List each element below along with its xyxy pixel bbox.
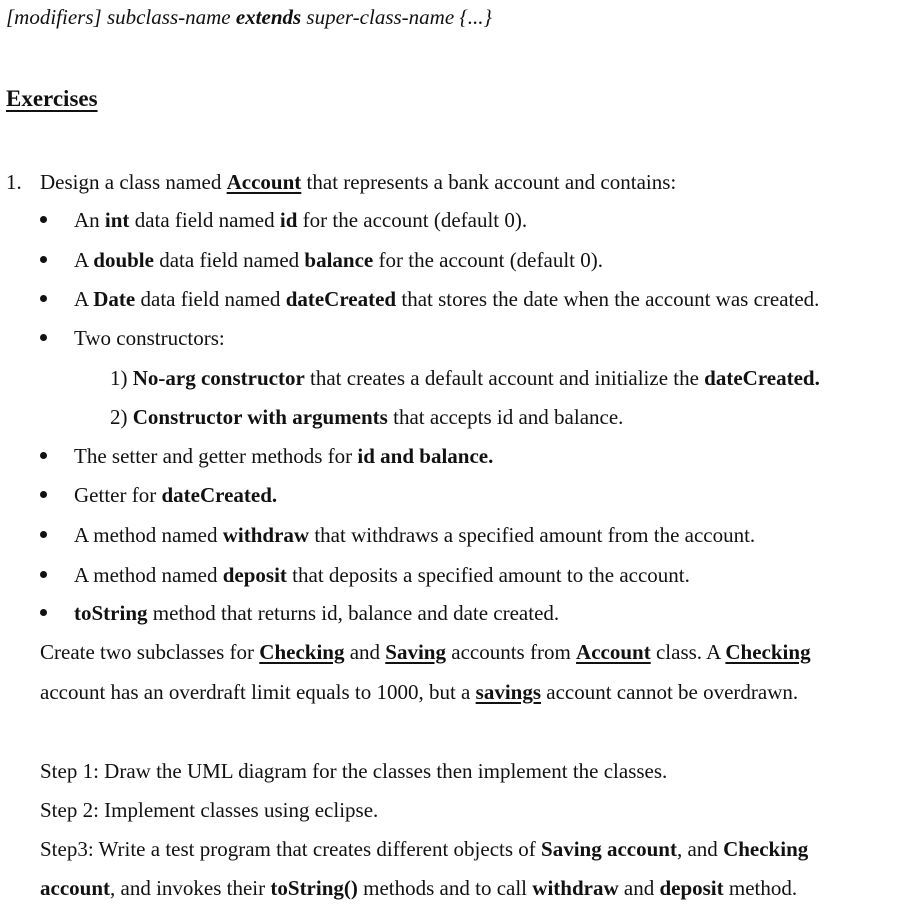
list-item [74,443,493,469]
text-segment: id and balance. [357,444,494,468]
text-segment: data field named [135,287,286,311]
text-segment: withdraw [532,876,619,900]
bullet-dot [40,609,47,616]
text-segment: Checking [259,640,345,664]
text-segment: Two constructors: [74,326,225,350]
constructor-item [110,404,623,430]
syntax-line [6,4,492,30]
text-segment: data field named [129,208,280,232]
text-segment: The setter and getter methods for [74,444,358,468]
text-segment: toString [74,601,148,625]
list-item [74,207,527,233]
list-item [74,522,755,548]
bullet-dot [40,295,47,302]
bullet-dot [40,491,47,498]
text-segment: 1) [110,366,133,390]
text-segment: Saving [385,640,446,664]
step-line [40,758,667,784]
text-segment: data field named [153,248,305,272]
text-segment: A [74,287,94,311]
exercises-heading: Exercises [6,86,98,111]
exercise-intro [40,169,676,195]
text-segment: dateCreated. [704,366,820,390]
text-segment: Getter for [74,483,162,507]
text-segment: subclass-name [106,5,236,29]
list-item [74,247,603,273]
text-segment: Step 1: Draw the UML diagram for the classes then implement the classes. [40,759,668,783]
text-segment: , and invokes their [110,876,271,900]
text-segment: super-class-name {...} [301,5,492,29]
text-segment: Saving account [541,837,677,861]
text-segment: deposit [659,876,724,900]
text-segment: for the account (default 0). [373,248,603,272]
text-segment: that represents a bank account and contains: [301,170,677,194]
text-segment: class. A [650,640,726,664]
bullet-dot [40,216,47,223]
text-segment: Checking [723,837,809,861]
text-segment: method. [723,876,798,900]
text-segment: int [104,208,130,232]
text-segment: methods and to call [357,876,533,900]
constructor-item [110,365,820,391]
text-segment: that creates a default account and initialize the [304,366,705,390]
bullet-dot [40,256,47,263]
text-segment: [modifiers] [6,5,107,29]
text-segment: A [74,248,94,272]
list-item [74,600,559,626]
text-segment: savings [475,680,541,704]
text-segment: No-arg constructor [132,366,305,390]
text-segment: account has an overdraft limit equals to 1000, but a [40,680,476,704]
text-segment: dateCreated. [161,483,278,507]
text-segment: that accepts id and balance. [387,405,624,429]
text-segment: withdraw [222,523,310,547]
text-segment: for the account (default 0). [297,208,528,232]
text-segment: balance [304,248,374,272]
text-segment: accounts from [446,640,577,664]
paragraph-line [40,639,811,665]
text-segment: account [40,876,110,900]
text-segment: and [618,876,660,900]
bullet-dot [40,334,47,341]
text-segment: extends [235,5,302,29]
text-segment: A method named [74,523,223,547]
text-segment: , and [676,837,724,861]
text-segment: deposit [222,563,287,587]
text-segment: double [93,248,154,272]
text-segment: A method named [74,563,223,587]
list-item [74,286,819,312]
text-segment: Design a class named [40,170,227,194]
list-item [74,482,277,508]
text-segment: Step3: Write a test program that creates different objects of [40,837,542,861]
paragraph-line [40,679,798,705]
text-segment: account cannot be overdrawn. [541,680,799,704]
text-segment: that withdraws a specified amount from the account. [309,523,756,547]
text-segment: Constructor with arguments [132,405,388,429]
text-segment: Account [226,170,302,194]
text-segment: dateCreated [285,287,397,311]
text-segment: method that returns id, balance and date created. [147,601,560,625]
text-segment: Create two subclasses for [40,640,260,664]
list-item [74,562,690,588]
bullet-dot [40,571,47,578]
text-segment: Account [576,640,651,664]
text-segment: Step 2: Implement classes using eclipse. [40,798,379,822]
text-segment: that stores the date when the account was created. [396,287,820,311]
list-item [74,325,225,351]
text-segment: An [74,208,105,232]
exercise-number: 1. [6,170,22,194]
step-line [40,875,797,901]
text-segment: toString() [270,876,358,900]
text-segment: and [344,640,386,664]
step-line [40,797,378,823]
text-segment: Checking [725,640,811,664]
text-segment: id [279,208,298,232]
text-segment: that deposits a specified amount to the account. [286,563,690,587]
text-segment: Date [93,287,136,311]
text-segment: 2) [110,405,133,429]
bullet-dot [40,531,47,538]
step-line [40,836,808,862]
bullet-dot [40,452,47,459]
